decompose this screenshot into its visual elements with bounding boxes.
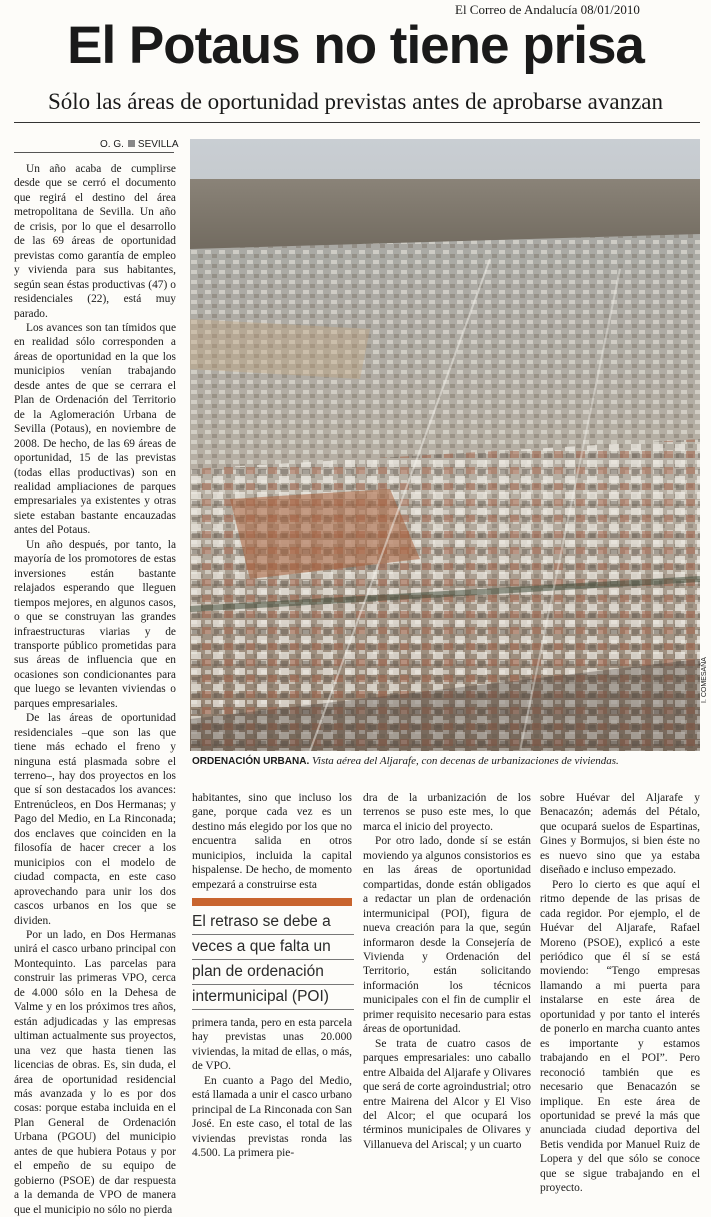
photo-caption [192,755,700,767]
paragraph: De las áreas de oportunidad residenciales –que son las que tiene más echado el freno y ninguna está plasmada sobre el terreno–, hay dos proyectos en los que sí son destacados los avances: Entrenúcleos, en Dos Hermanas; y Pago del Medio, en La Rinconada; dos enclaves que coinciden en la filosofía de hacer crecer a los municipios con el modelo de ciudad compacta, en este caso aprovechando para unir los dos cascos urbanos en los que se dividen. [14,712,176,927]
column-2-top [192,791,352,892]
pull-quote [192,910,354,1010]
paragraph: sobre Huévar del Aljarafe y Benacazón; además del Pétalo, que ocupará suelos de Espartinas, Gines y Bormujos, si bien éste no es nuevo sino que ya estaba diseñado e incluso empezado. [540,792,700,877]
column-1 [14,162,176,1217]
caption-text: Vista aérea del Aljarafe, con decenas de urbanizaciones de viviendas. [311,755,619,767]
paragraph: Los avances son tan tímidos que en realidad sólo corresponden a áreas de oportunidad en la que los municipios venían trabajando desde antes de que se cerrara el Plan de Ordenación del Territorio de la Aglomeración Urbana de Sevilla (Potaus), en noviembre de 2008. De hecho, de las 69 áreas de oportunidad, 15 de las previstas (todas ellas productivas) son en realidad ampliaciones de parques empresariales ya existentes y otras siete estaban bastante encauzadas antes del Potaus. [14,321,176,537]
paragraph: primera tanda, pero en esta parcela hay previstas unas 20.000 viviendas, la mitad de ellas, o más, de VPO. [192,1017,352,1073]
column-4 [540,791,700,1196]
column-2-bottom [192,1016,352,1161]
caption-label: ORDENACIÓN URBANA. [192,756,310,767]
aerial-photo-image [190,139,700,751]
paragraph: Pero lo cierto es que aquí el ritmo depende de las prisas de cada regidor. Por ejemplo, el de Huévar del Aljarafe, Rafael Moreno (PSOE), explicó a este periódico que él sí se está moviendo: “Tengo empresas llamando a mi puerta para instalarse en este área de oportunidad y por tanto el interés de ponerlo en marcha cuanto antes es importante y estamos trabajando en el POI”. Pero reconoció también que es necesario que Benacazón se implique. En este área de oportunidad se prevé la más que anunciada ciudad deportiva del Betis vendida por Manuel Ruiz de Lopera y del que sólo se conoce que se sigue trabajando en el proyecto. [540,878,700,1195]
headline: El Potaus no tiene prisa [67,16,644,75]
pull-quote-line: El retraso se debe a [192,910,354,935]
byline-location: SEVILLA [137,139,179,150]
byline [100,139,179,150]
paragraph: Por otro lado, donde sí se están moviendo ya algunos consistorios es en las áreas de oportunidad compartidas, donde están obligados a redactar un plan de ordenación intermunicipal (POI), figura de nueva creación para la que, según informaron desde la Consejería de Vivienda y Ordenación del Territorio, están solicitando información los técnicos municipales con el fin de cumplir el primer requisito necesario para estas áreas de oportunidad. [363,835,531,1036]
pull-quote-line: veces a que falta un [192,935,354,960]
paragraph: Un año acaba de cumplirse desde que se cerró el documento que regirá el destino del área metropolitana de Sevilla. Un año de crisis, por lo que el desarrollo de las 69 áreas de oportunidad previstas como garantía de empleo y vivienda para sus habitantes, según sean éstas productivas (47) o residenciales (22), está muy parado. [14,163,176,320]
column-3 [363,791,531,1152]
photo-credit: I. COMESAÑA [701,657,708,703]
paragraph: dra de la urbanización de los terrenos se puso este mes, lo que marca el inicio del proyecto. [363,792,531,833]
paragraph: habitantes, sino que incluso los gane, porque cada vez es un destino más elegido por los que no encuentra salida en otros municipios, incluida la capital hispalense. De hecho, de momento empezará a construirse esta [192,792,352,891]
header-rule [14,122,700,123]
paragraph: Se trata de cuatro casos de parques empresariales: uno caballo entre Albaida del Aljarafe y Olivares que será de corte agroindustrial; otro entre Mairena del Alcor y El Viso del Alcor; el que ocupará los términos municipales de Olivares y Villanueva del Ariscal; y un cuarto [363,1037,531,1151]
byline-author: O. G. [100,139,124,150]
source-line: El Correo de Andalucía 08/01/2010 [455,2,640,17]
pull-quote-line: plan de ordenación [192,960,354,985]
subheadline: Sólo las áreas de oportunidad previstas antes de aprobarse avanzan [47,89,664,114]
paragraph: En cuanto a Pago del Medio, está llamada a unir el casco urbano principal de La Rinconada con San José. En este caso, el total de las viviendas previstas ronda las 4.500. La primera pie- [192,1074,352,1160]
pull-quote-line: intermunicipal (POI) [192,985,354,1010]
paragraph: Un año después, por tanto, la mayoría de los promotores de estas inversiones están bastante relajados esperando que lleguen tiempos mejores, en algunos casos, o que se construyan las grandes infraestructuras viarias y de transporte público prometidas para sus áreas de influencia que en ocasiones son condicionantes para que luego se levanten viviendas o parques empresariales. [14,538,176,710]
paragraph: Por un lado, en Dos Hermanas unirá el casco urbano principal con Montequinto. Las parcelas para construir las primeras VPO, cerca de 4.000 sólo en la Dehesa de Valme y en los próximos tres años, están adjudicadas y las empresas ultiman actualmente sus proyectos, una vez que hasta tienen las licencias de obras. Es, sin duda, el área de oportunidad residencial más avanzada y lo es por dos cosas: porque estaba incluida en el Plan General de Ordenación Urbana (PGOU) del municipio antes de que hubiera Potaus y por el empeño de su equipo de gobierno (PSOE) de dar respuesta a la demanda de VPO de manera que el municipio no sólo no pierda [14,929,176,1216]
byline-rule [14,152,174,153]
pull-quote-bar [192,898,352,906]
aerial-photo [190,139,700,751]
byline-separator [128,140,135,147]
